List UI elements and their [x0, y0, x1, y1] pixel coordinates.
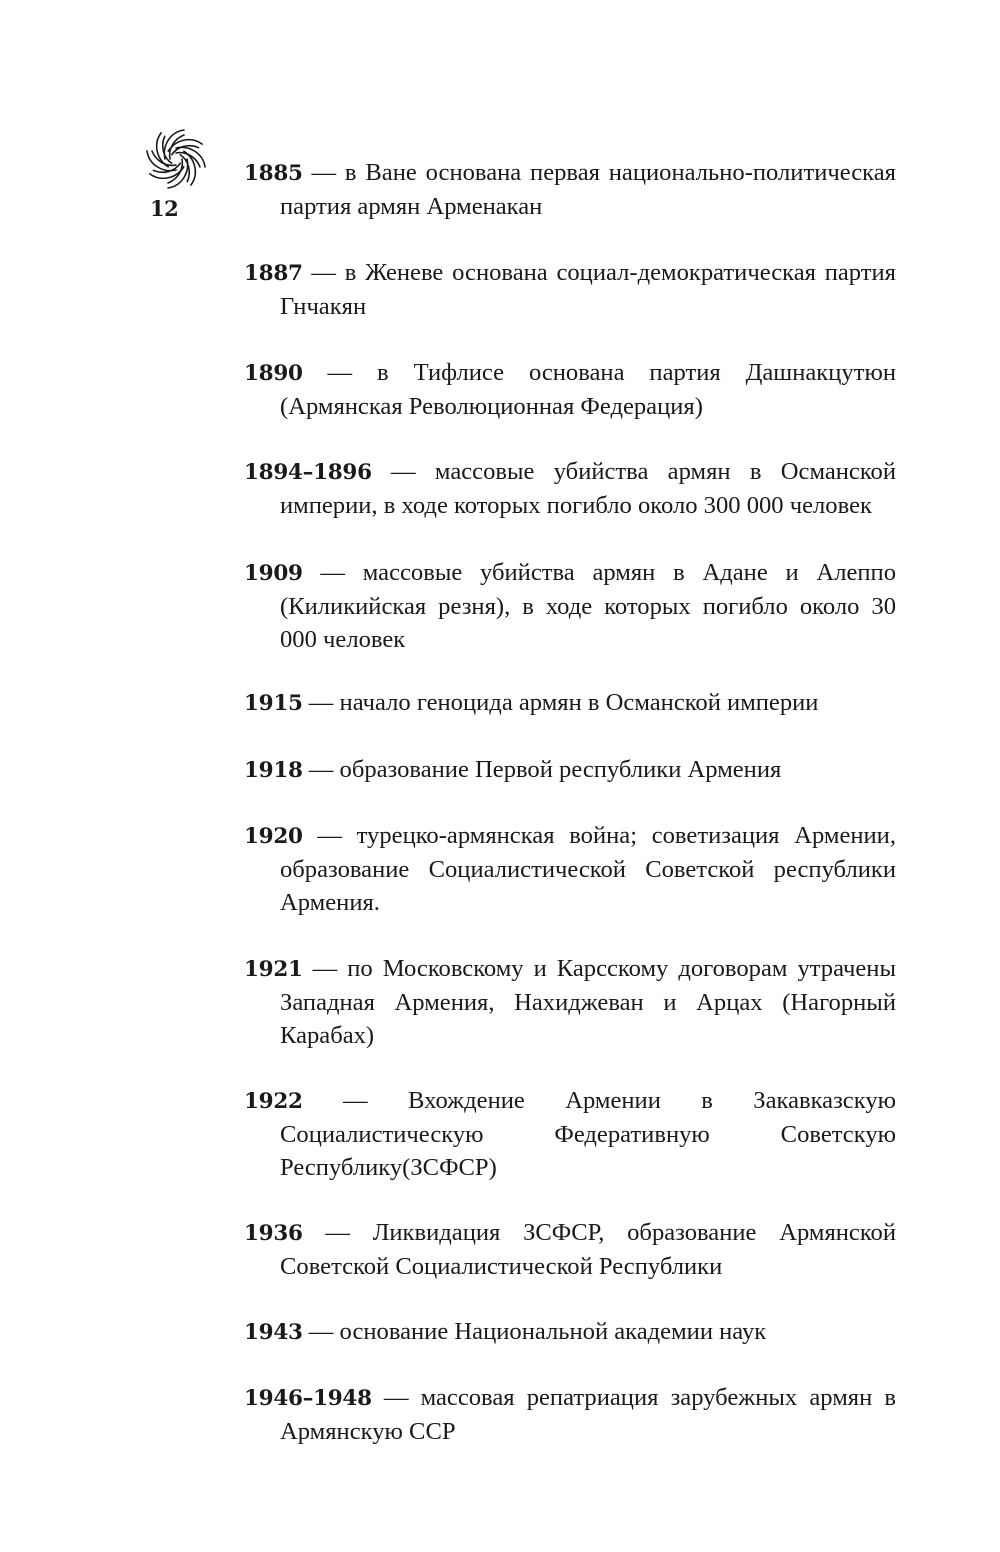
chronology-entry — [244, 686, 896, 720]
entry-text: — массовые убийства армян в Османской империи, в ходе которых погибло около 300 000 человек — [280, 457, 896, 519]
chronology-entry — [244, 952, 896, 1052]
chronology-entry — [244, 156, 896, 223]
entry-year: 1909 — [244, 560, 303, 586]
chronology-entry — [244, 1216, 896, 1283]
entry-year: 1943 — [244, 1319, 303, 1345]
chronology-entry — [244, 356, 896, 423]
entry-text: — массовая репатриация зарубежных армян в Армянскую ССР — [280, 1383, 896, 1445]
entry-text: — массовые убийства армян в Адане и Алеппо (Киликийская резня), в ходе которых погибло около 30 000 человек — [280, 558, 896, 653]
entry-text: — образование Первой республики Армения — [302, 755, 782, 783]
entry-year: 1936 — [244, 1220, 303, 1246]
entry-text: — в Тифлисе основана партия Дашнакцутюн (Армянская Революционная Федерация) — [280, 358, 896, 420]
entry-year: 1890 — [244, 360, 303, 386]
chronology-entry — [244, 256, 896, 323]
entry-text: — в Женеве основана социал-демократическая партия Гнчакян — [280, 258, 896, 320]
page-number: 12 — [150, 196, 179, 221]
entry-year: 1915 — [244, 690, 303, 716]
chronology-entry — [244, 1315, 896, 1349]
entry-text: — Вхождение Армении в Закавказскую Социалистическую Федеративную Советскую Республику(ЗСФСР) — [280, 1086, 896, 1181]
chronology-entry — [244, 455, 896, 522]
entry-year: 1920 — [244, 823, 303, 849]
chronology-entry — [244, 1084, 896, 1184]
chronology-entry — [244, 556, 896, 656]
armenian-eternity-sign-icon — [146, 129, 206, 189]
entry-year: 1921 — [244, 956, 303, 982]
entry-text: — начало геноцида армян в Османской империи — [302, 688, 819, 716]
chronology-entry — [244, 753, 896, 787]
entry-text: — в Ване основана первая национально-политическая партия армян Арменакан — [280, 158, 896, 220]
chronology-entry — [244, 1381, 896, 1448]
entry-year: 1946–1948 — [244, 1385, 372, 1411]
chronology-list — [244, 131, 896, 1451]
entry-text: — по Московскому и Карсскому договорам утрачены Западная Армения, Нахиджеван и Арцах (Нагорный Карабах) — [280, 954, 896, 1049]
entry-year: 1922 — [244, 1088, 303, 1114]
entry-year: 1887 — [244, 260, 303, 286]
entry-text: — Ликвидация ЗСФСР, образование Армянской Советской Социалистической Республики — [280, 1218, 896, 1280]
entry-year: 1885 — [244, 160, 303, 186]
entry-text: — турецко-армянская война; советизация Армении, образование Социалистической Советской республики Армения. — [280, 821, 896, 916]
entry-year: 1918 — [244, 757, 303, 783]
entry-text: — основание Национальной академии наук — [302, 1317, 767, 1345]
chronology-entry — [244, 819, 896, 919]
entry-year: 1894–1896 — [244, 459, 372, 485]
